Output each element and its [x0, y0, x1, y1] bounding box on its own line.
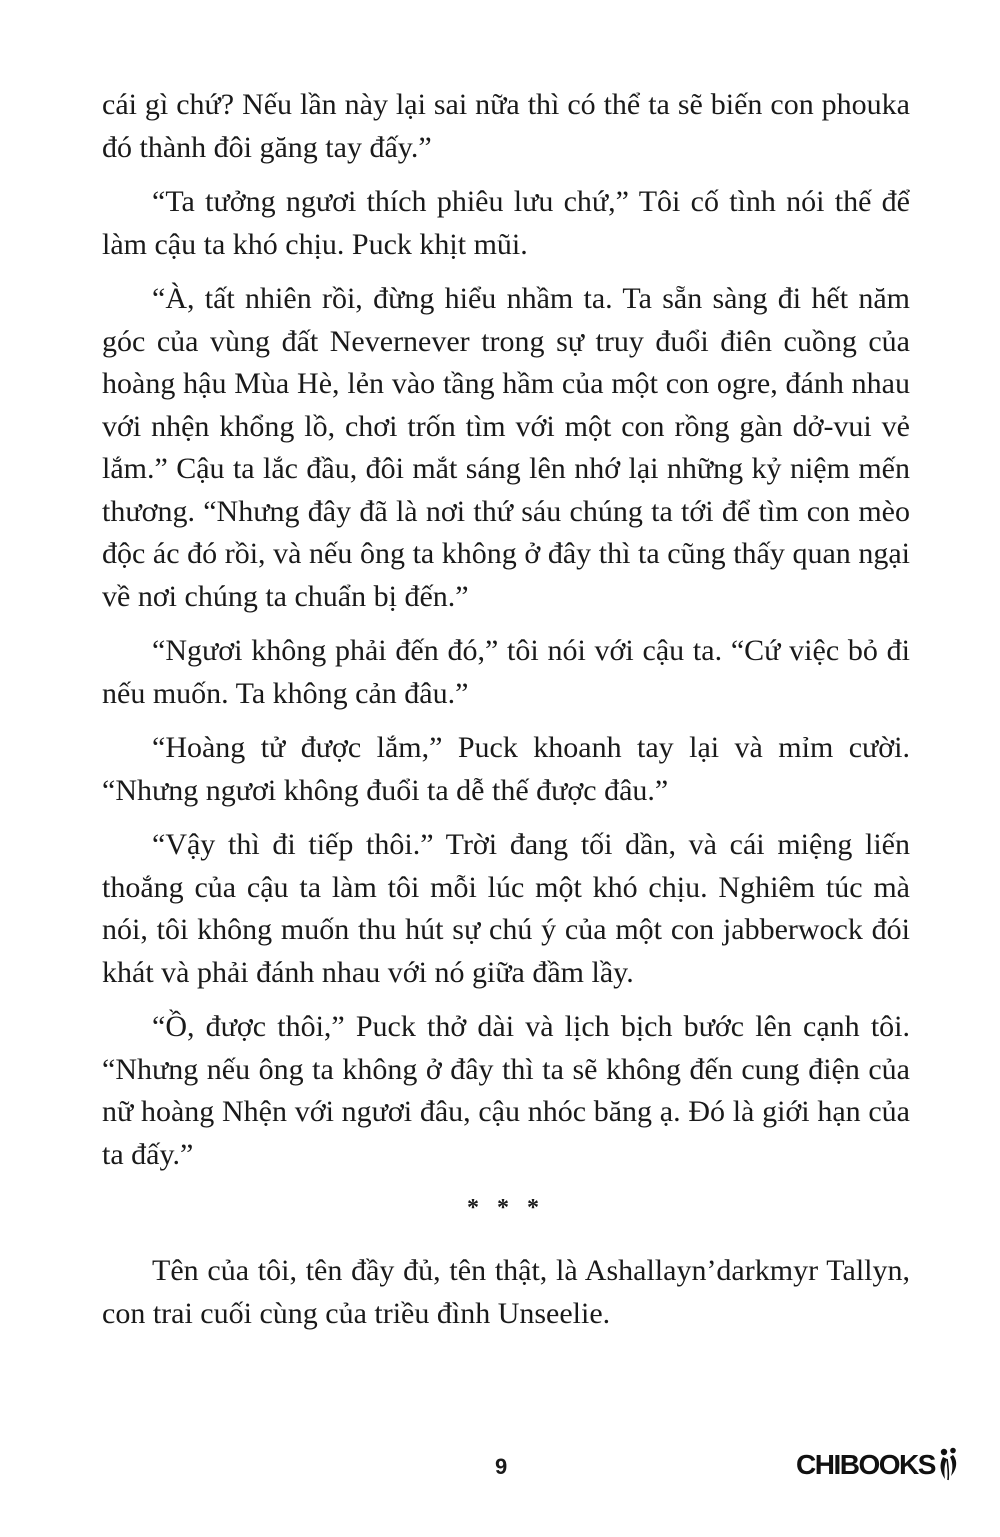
- paragraph: “Ta tưởng ngươi thích phiêu lưu chứ,” Tôi cố tình nói thế để làm cậu ta khó chịu. Puck khịt mũi.: [102, 185, 910, 261]
- section-separator: * * *: [467, 1195, 545, 1221]
- paragraph: “Ngươi không phải đến đó,” tôi nói với cậu ta. “Cứ việc bỏ đi nếu muốn. Ta không cản đâu.”: [102, 634, 910, 710]
- closing-paragraph: Tên của tôi, tên đầy đủ, tên thật, là Ashallayn’darkmyr Tallyn, con trai cuối cùng của triều đình Unseelie.: [102, 1254, 910, 1330]
- publisher-logo: [796, 1446, 962, 1482]
- publisher-name: CHIBOOKS: [796, 1449, 935, 1480]
- paragraph: cái gì chứ? Nếu lần này lại sai nữa thì có thể ta sẽ biến con phouka đó thành đôi găng tay đấy.”: [102, 88, 910, 164]
- paragraph: “Hoàng tử được lắm,” Puck khoanh tay lại và mỉm cười. “Nhưng ngươi không đuổi ta dễ thế được đâu.”: [102, 731, 910, 807]
- leaf-figure-icon: [936, 1446, 962, 1482]
- paragraph: “Vậy thì đi tiếp thôi.” Trời đang tối dần, và cái miệng liến thoắng của cậu ta làm tôi mỗi lúc một khó chịu. Nghiêm túc mà nói, tôi không muốn thu hút sự chú ý của một con jabberwock đói khát và phải đánh nhau với nó giữa đầm lầy.: [102, 828, 910, 989]
- paragraph: “À, tất nhiên rồi, đừng hiểu nhầm ta. Ta sẵn sàng đi hết năm góc của vùng đất Nevernever trong sự truy đuổi điên cuồng của hoàng hậu Mùa Hè, lẻn vào tầng hầm của một con ogre, đánh nhau với nhện khổng lồ, chơi trốn tìm với một con rồng gàn dở-vui vẻ lắm.” Cậu ta lắc đầu, đôi mắt sáng lên nhớ lại những kỷ niệm mến thương. “Nhưng đây đã là nơi thứ sáu chúng ta tới để tìm con mèo độc ác đó rồi, và nếu ông ta không ở đây thì ta cũng thấy quan ngại về nơi chúng ta chuẩn bị đến.”: [102, 282, 910, 613]
- page-number: 9: [495, 1454, 508, 1479]
- paragraph: “Ồ, được thôi,” Puck thở dài và lịch bịch bước lên cạnh tôi. “Nhưng nếu ông ta không ở đây thì ta sẽ không đến cung điện của nữ hoàng Nhện với ngươi đâu, cậu nhóc băng ạ. Đó là giới hạn của ta đấy.”: [102, 1010, 910, 1171]
- body-text: [102, 84, 910, 1347]
